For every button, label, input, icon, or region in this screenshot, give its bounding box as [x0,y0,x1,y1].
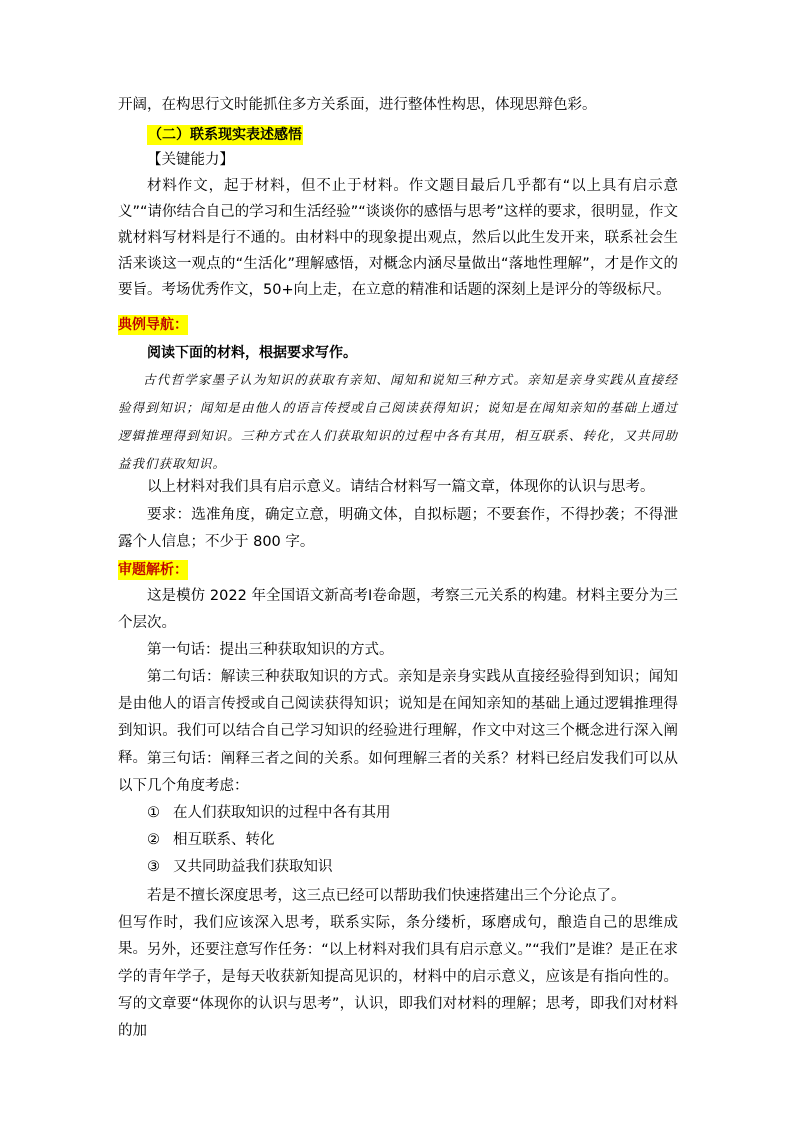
analysis-tag [118,559,188,580]
list-text: 在人们获取知识的过程中各有其用 [173,805,391,821]
note1-paragraph: 若是不擅长深度思考，这三点已经可以帮助我们快速搭建出三个分论点了。 [147,888,626,904]
analysis-intro-paragraph: 这是模仿 2022 年全国语文新高考Ⅰ卷命题，考察三元关系的构建。材料主要分为三个层次。 [118,588,678,631]
example-tag-text: 典例导航： [118,317,188,333]
analysis-tag-text: 审题解析： [118,562,188,578]
section-heading-text: （二）联系现实表述感悟 [148,127,302,143]
list-item [118,827,678,854]
task-paragraph: 以上材料对我们具有启示意义。请结合材料写一篇文章，体现你的认识与思考。 [147,479,655,495]
list-number: ③ [147,859,160,875]
material-text: 古代哲学家墨子认为知识的获取有亲知、闻知和说知三种方式。亲知是亲身实践从直接经验得到知识；闻知是由他人的语言传授或自己阅读获得知识；说知是在闻知亲知的基础上通过逻辑推理得到知识。三种方式在人们获取知识的过程中各有其用，相互联系、转化，又共同助益我们获取知识。 [118,372,678,471]
list-item [118,800,678,827]
ability-paragraph: 材料作文，起于材料，但不止于材料。作文题目最后几乎都有“以上具有启示意义”“请你结合自己的学习和生活经验”“谈谈你的感悟与思考”这样的要求，很明显，作文就材料写材料是行不通的。由材料中的现象提出观点，然后以此生发开来，联系社会生活来谈这一观点的“生活化”理解感悟，对概念内涵尽量做出“落地性理解”，才是作文的要旨。考场优秀作文，50+向上走，在立意的精准和话题的深刻上是评分的等级标尺。 [118,178,678,298]
key-ability-label: 【关键能力】 [147,152,234,168]
angle-list [118,800,678,881]
requirements-paragraph: 要求：选准角度，确定立意，明确文体，自拟标题；不要套作，不得抄袭；不得泄露个人信息；不少于 800 字。 [118,507,678,550]
note3-paragraph: 另外，还要注意写作任务：“以上材料对我们具有启示意义。”“我们”是谁？是正在求学的青年学子，是每天收获新知提高见识的，材料中的启示意义，应该是有指向性的。写的文章要“体现你的认识与思考”，认识，即我们对材料的理解；思考，即我们对材料的加 [118,942,678,1039]
sentence2-paragraph: 第二句话：解读三种获取知识的方式。亲知是亲身实践从直接经验得到知识；闻知是由他人的语言传授或自己阅读获得知识；说知是在闻知亲知的基础上通过逻辑推理得到知识。我们可以结合自己学习知识的经验进行理解，作文中对这三个概念进行深入阐释。 [118,669,678,766]
note2-paragraph: 但写作时，我们应该深入思考，联系实际，条分缕析，琢磨成句，酿造自己的思维成果。 [118,915,678,957]
list-number: ① [147,805,160,821]
list-number: ② [147,832,160,848]
prompt-heading: 阅读下面的材料，根据要求写作。 [147,345,357,361]
sentence3-paragraph: 第三句话：阐释三者之间的关系。如何理解三者的关系？材料已经启发我们可以从以下几个角度考虑： [118,751,678,794]
section-heading [147,124,303,145]
example-tag [118,314,188,335]
list-text: 又共同助益我们获取知识 [173,859,333,875]
intro-paragraph: 开阔，在构思行文时能抓住多方关系面，进行整体性构思，体现思辩色彩。 [118,97,597,113]
list-text: 相互联系、转化 [173,832,275,848]
list-item [118,854,678,881]
sentence1-paragraph: 第一句话：提出三种获取知识的方式。 [147,642,394,658]
